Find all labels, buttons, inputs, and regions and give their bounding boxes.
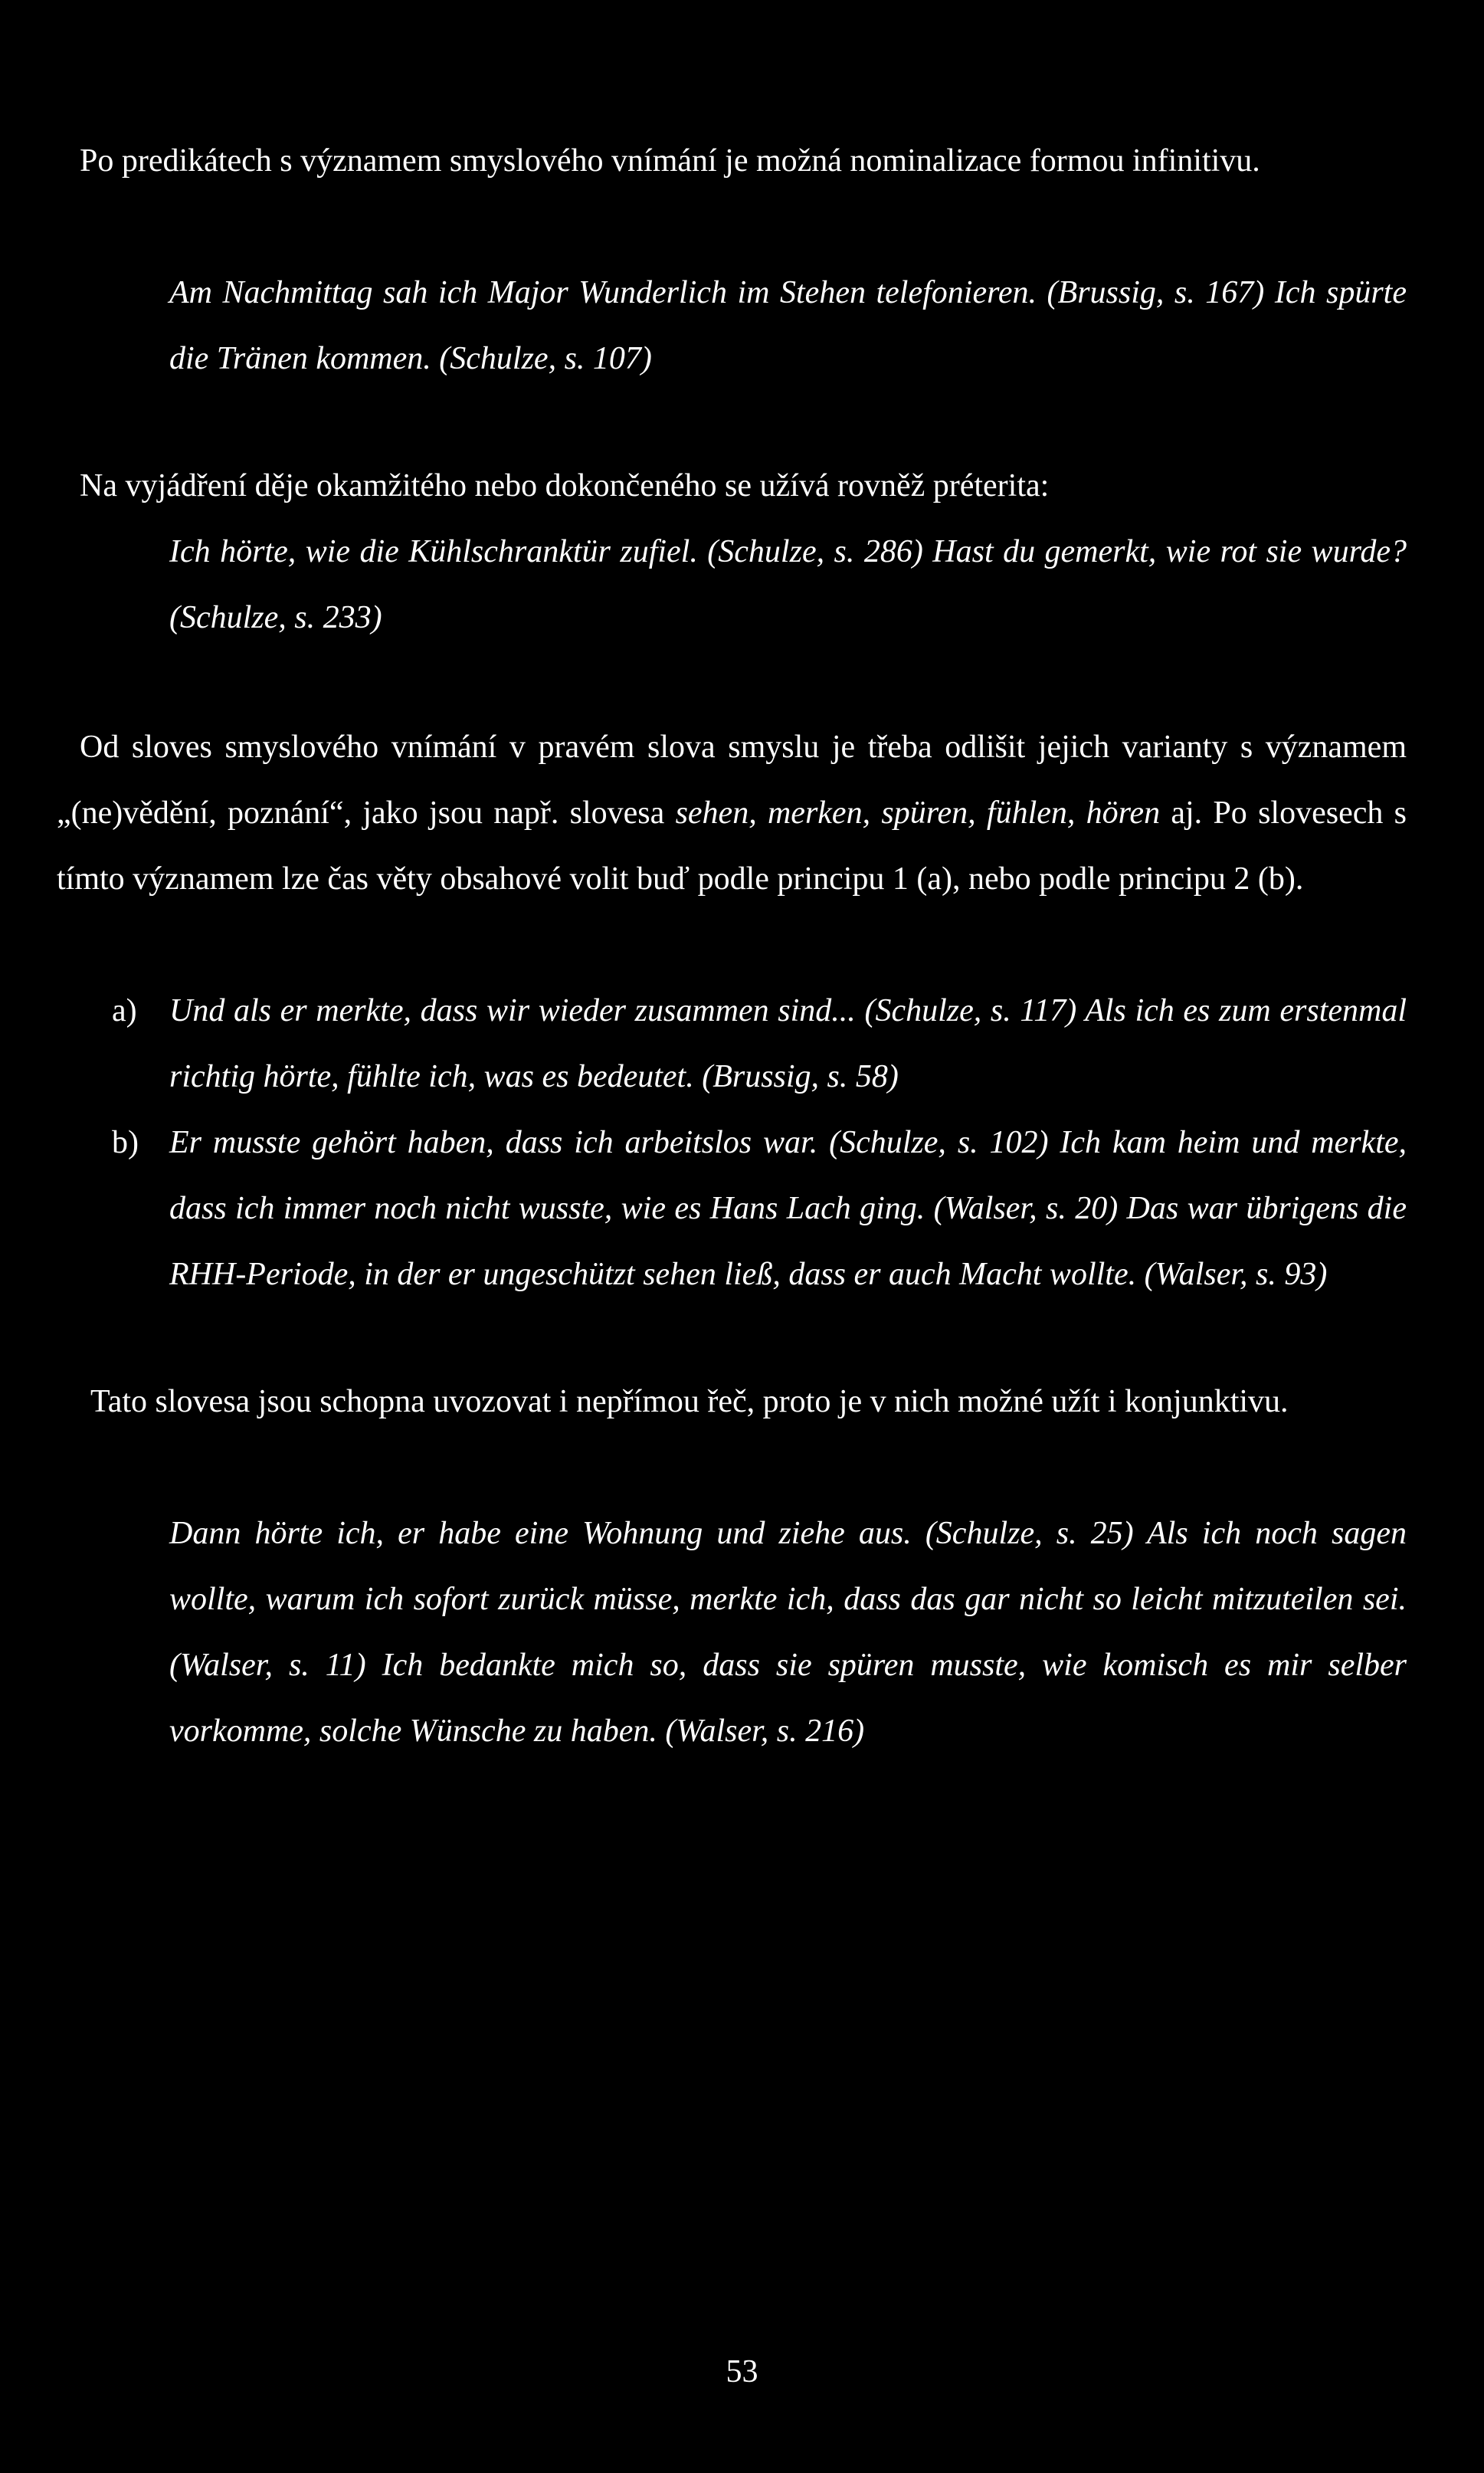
paragraph-text-part1: Od sloves smyslového vnímání v pravém slova smyslu je třeba odlišit jejich varianty s významem „(ne)vědění, poznání“, jako jsou např. slovesa bbox=[57, 730, 1407, 831]
paragraph-text-part2: aj. Po slovesech s tímto významem lze čas věty obsahové volit buď podle principu 1 (a), nebo podle principu 2 (b). bbox=[57, 795, 1407, 897]
verb-list: sehen, merken, spüren, fühlen, hören bbox=[675, 795, 1161, 831]
example-text: Ich hörte, wie die Kühlschranktür zufiel. (Schulze, s. 286) Hast du gemerkt, wie rot sie wurde? (Schulze, s. 233) bbox=[169, 534, 1407, 635]
list-item-text: Und als er merkte, dass wir wieder zusammen sind... (Schulze, s. 117) Als ich es zum erstenmal richtig hörte, fühlte ich, was es bedeutet. (Brussig, s. 58) bbox=[169, 993, 1407, 1094]
paragraph-text: Po predikátech s významem smyslového vnímání je možná nominalizace formou infinitivu. bbox=[80, 143, 1260, 179]
list-item-text: Er musste gehört haben, dass ich arbeitslos war. (Schulze, s. 102) Ich kam heim und merkte, dass ich immer noch nicht wusste, wie es Hans Lach ging. (Walser, s. 20) Das war übrigens die RHH-Periode, in der er ungeschützt sehen ließ, dass er auch Macht wollte. (Walser, s. 93) bbox=[169, 1125, 1407, 1292]
paragraph-preterite bbox=[80, 453, 1407, 519]
paragraph-indirect-speech bbox=[57, 1369, 1407, 1435]
list-item-a bbox=[169, 978, 1407, 1110]
paragraph-text: Tato slovesa jsou schopna uvozovat i nepřímou řeč, proto je v nich možné užít i konjunktivu. bbox=[90, 1384, 1289, 1419]
list-label-a: a) bbox=[112, 993, 137, 1028]
paragraph-text: Na vyjádření děje okamžitého nebo dokončeného se užívá rovněž préterita: bbox=[80, 468, 1050, 503]
example-text: Am Nachmittag sah ich Major Wunderlich im Stehen telefonieren. (Brussig, s. 167) Ich spürte die Tränen kommen. (Schulze, s. 107) bbox=[169, 275, 1407, 376]
list-label-b: b) bbox=[112, 1125, 139, 1160]
page-number: 53 bbox=[726, 2354, 758, 2389]
example-block-1 bbox=[169, 260, 1407, 392]
example-text: Dann hörte ich, er habe eine Wohnung und ziehe aus. (Schulze, s. 25) Als ich noch sagen wollte, warum ich sofort zurück müsse, merkte ich, dass das gar nicht so leicht mitzuteilen sei. (Walser, s. 11) Ich bedankte mich so, dass sie spüren musste, wie komisch es mir selber vorkomme, solche Wünsche zu haben. (Walser, s. 216) bbox=[169, 1516, 1407, 1749]
example-block-3 bbox=[169, 1501, 1407, 1764]
paragraph-nominalization bbox=[57, 128, 1407, 194]
example-block-2 bbox=[169, 519, 1407, 651]
list-item-b bbox=[169, 1110, 1407, 1307]
paragraph-perception-verbs bbox=[57, 714, 1407, 912]
